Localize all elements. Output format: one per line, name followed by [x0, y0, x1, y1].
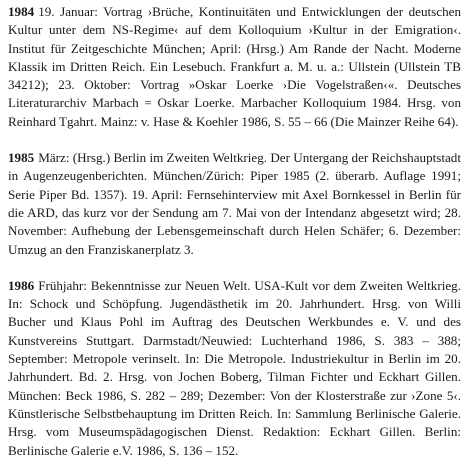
entry-year: 1986 [8, 277, 35, 293]
chronology-entry-1986 [8, 277, 461, 460]
chronology-entry-1985 [8, 149, 461, 259]
chronology-entry-1984 [8, 3, 461, 131]
entry-text: Frühjahr: Bekenntnisse zur Neuen Welt. USA-Kult vor dem Zweiten Weltkrieg. In: Schock und Schöpfung. Jugendästhetik im 20. Jahrhundert. Hrsg. von Willi Bucher und Klaus Pohl im Auftrag des Deutschen Werkbundes e. V. und des Kunstvereins Stuttgart. Darmstadt/Neuwied: Luchterhand 1986, S. 383 – 388; September: Metropole verinselt. In: Die Metropole. Industriekultur in Berlin im 20. Jahrhundert. Bd. 2. Hrsg. von Jochen Boberg, Tilman Fichter und Eckhart Gillen. München: Beck 1986, S. 282 – 289; Dezember: Von der Klosterstraße zur ›Zone 5‹. Künstlerische Selbstbehauptung im Dritten Reich. In: Sammlung Berlinische Galerie. Hrsg. vom Museumspädagogischen Dienst. Redaktion: Eckhart Gillen. Berlin: Berlinische Galerie e.V. 1986, S. 136 – 152. [8, 277, 461, 458]
entry-year: 1985 [8, 150, 35, 166]
chronology-page [8, 3, 461, 460]
entry-year: 1984 [8, 4, 35, 19]
entry-text: 19. Januar: Vortrag ›Brüche, Kontinuitäten und Entwicklungen der deutschen Kultur unter dem NS-Regime‹ auf dem Kolloquium ›Kultur in der Emigration‹. Institut für Zeitgeschichte München; April: (Hrsg.) Am Rande der Nacht. Moderne Klassik im Dritten Reich. Ein Lesebuch. Frankfurt a. M. u. a.: Ullstein (Ullstein TB 34212); 23. Oktober: Vortrag »Oskar Loerke ›Die Vogelstraßen‹«. Deutsches Literaturarchiv Marbach = Oskar Loerke. Marbacher Kolloquium 1984. Hrsg. von Reinhard Tgahrt. Mainz: v. Hase & Koehler 1986, S. 55 – 66 (Die Mainzer Reihe 64). [8, 4, 461, 129]
entry-text: März: (Hrsg.) Berlin im Zweiten Weltkrieg. Der Untergang der Reichshauptstadt in Augenzeugenberichten. München/Zürich: Piper 1985 (2. überarb. Auflage 1991; Serie Piper Bd. 1357). 19. April: Fernsehinterview mit Axel Bornkessel in Berlin für die ARD, das kurz vor der Sendung am 7. Mai von der Intendanz abgesetzt wird; 28. November: Aufhebung der Lebensgemeinschaft durch Helen Schäfer; 6. Dezember: Umzug an den Franziskanerplatz 3. [8, 150, 461, 257]
